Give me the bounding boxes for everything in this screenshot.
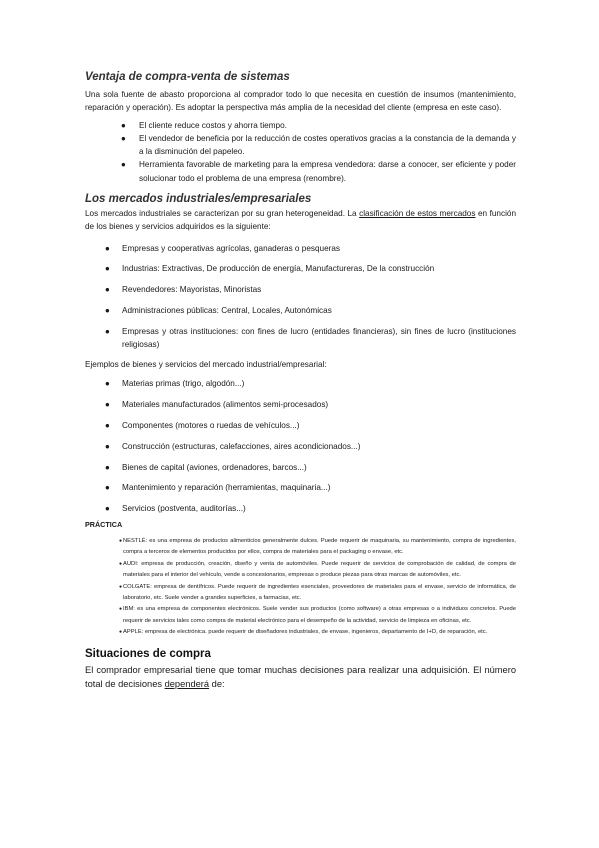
- examples-title: Ejemplos de bienes y servicios del mercado industrial/empresarial:: [85, 360, 327, 370]
- bullet-icon: ●: [105, 243, 110, 253]
- bullet-icon: ●: [119, 629, 123, 636]
- list-item: ● Mantenimiento y reparación (herramientas, maquinaria...): [85, 481, 516, 495]
- bullet-icon: ●: [105, 326, 110, 336]
- bullet-icon: ●: [105, 441, 110, 451]
- list-item: ● COLGATE: empresa de dentífricos. Puede requerir de ingredientes esenciales, proveedores de materiales para el envase, servicio de informática, de laboratorio, etc. Suele vender a grandes superficies, a farmacias, etc.: [119, 583, 516, 601]
- bullet-icon: ●: [119, 606, 123, 613]
- bullet-icon: ●: [119, 560, 123, 567]
- bullet-icon: ●: [105, 462, 110, 472]
- paragraph-mercados: Los mercados industriales se caracterizan por su gran heterogeneidad. La clasificación de estos mercados en función de los bienes y servicios adquiridos es la siguiente:: [85, 209, 517, 232]
- mercados-bullet-list: [85, 242, 516, 352]
- bullet-icon: ●: [105, 285, 110, 295]
- classification-link: clasificación de estos mercados: [359, 209, 476, 219]
- list-item: ● El vendedor de beneficia por la reducción de costes operativos gracias a la constancia de la demanda y a la disminución del papeleo.: [121, 133, 516, 157]
- list-item: ● Construcción (estructuras, calefacciones, aires acondicionados...): [85, 440, 516, 454]
- list-item: ● Industrias: Extractivas, De producción de energía, Manufactureras, De la construcción: [85, 262, 516, 276]
- list-item: ● Componentes (motores o ruedas de vehículos...): [85, 419, 516, 433]
- list-item: ● APPLE: empresa de electrónica. puede requerir de diseñadores industriales, de envase, ingenieros, departamento de I+D, de reparación, etc.: [85, 627, 516, 638]
- paragraph-ventaja: Una sola fuente de abasto proporciona al comprador todo lo que necesita en cuestión de insumos (mantenimiento, reparación y operación). Es adoptar la perspectiva más amplia de la necesidad del cliente (empresa en este caso).: [85, 90, 516, 113]
- bullet-icon: ●: [121, 133, 126, 143]
- heading-ventaja: Ventaja de compra-venta de sistemas: [85, 71, 290, 83]
- list-item: ● Bienes de capital (aviones, ordenadores, barcos...): [85, 461, 516, 475]
- bullet-icon: ●: [119, 537, 123, 544]
- list-item: ● Administraciones públicas: Central, Locales, Autonómicas: [85, 304, 516, 318]
- paragraph-situaciones: El comprador empresarial tiene que tomar muchas decisiones para realizar una adquisición. El número total de decisiones dependerá de:: [85, 664, 516, 690]
- bullet-icon: ●: [105, 306, 110, 316]
- list-item: ● Revendedores: Mayoristas, Minoristas: [85, 283, 516, 297]
- examples-bullet-list: [85, 377, 516, 515]
- bullet-icon: ●: [105, 379, 110, 389]
- list-item: ● El cliente reduce costos y ahorra tiempo.: [85, 119, 516, 132]
- bullet-icon: ●: [105, 421, 110, 431]
- document-page: [85, 70, 516, 692]
- dependera-link: dependerá: [164, 679, 210, 690]
- list-item: ● Materiales manufacturados (alimentos semi-procesados): [85, 398, 516, 412]
- bullet-icon: ●: [119, 583, 123, 590]
- list-item: ● Materias primas (trigo, algodón...): [85, 377, 516, 391]
- list-item: ● NESTLÉ: es una empresa de productos alimenticios generalmente dulces. Puede requerir de maquinaria, su mantenimiento, compra de ingredientes, compra a terceros de elementos producidos por ellos, compra de materiales para el packaging o envase, etc.: [119, 537, 516, 556]
- bullet-icon: ●: [121, 120, 126, 130]
- bullet-icon: ●: [105, 483, 110, 493]
- bullet-icon: ●: [121, 160, 126, 170]
- list-item: ● Empresas y cooperativas agrícolas, ganaderas o pesqueras: [85, 242, 516, 256]
- heading-situaciones: Situaciones de compra: [85, 647, 211, 660]
- ventaja-bullet-list: [85, 119, 516, 185]
- bullet-icon: ●: [105, 400, 110, 410]
- bullet-icon: ●: [105, 504, 110, 514]
- list-item: ● IBM: es una empresa de componentes electrónicos. Suele vender sus productos (como software) a otras empresas o a individuos concretos. Puede requerir de servicios tales como compra de material electrónico para el desempeño de la actividad, servicio de limpieza en oficinas, etc.: [119, 606, 516, 624]
- bullet-icon: ●: [105, 264, 110, 274]
- list-item: ● AUDI: empresa de producción, creación, diseño y venta de automóviles. Puede requerir de servicios de comprobación de calidad, de compra de materiales para el interior del vehículo, vende a concesionarios, empresas o produce piezas para otras marcas de automóviles, etc.: [119, 560, 516, 579]
- practica-bullet-list: [85, 536, 516, 639]
- heading-mercados: Los mercados industriales/empresariales: [85, 193, 312, 206]
- list-item: ● Servicios (postventa, auditorías...): [85, 502, 516, 516]
- list-item: ● Herramienta favorable de marketing para la empresa vendedora: darse a conocer, ser eficiente y poder solucionar todo el problema de una empresa (renombre).: [121, 160, 516, 183]
- practica-title: PRÁCTICA: [85, 519, 123, 529]
- list-item: ● Empresas y otras instituciones: con fines de lucro (entidades financieras), sin fines de lucro (instituciones religiosas): [105, 326, 516, 350]
